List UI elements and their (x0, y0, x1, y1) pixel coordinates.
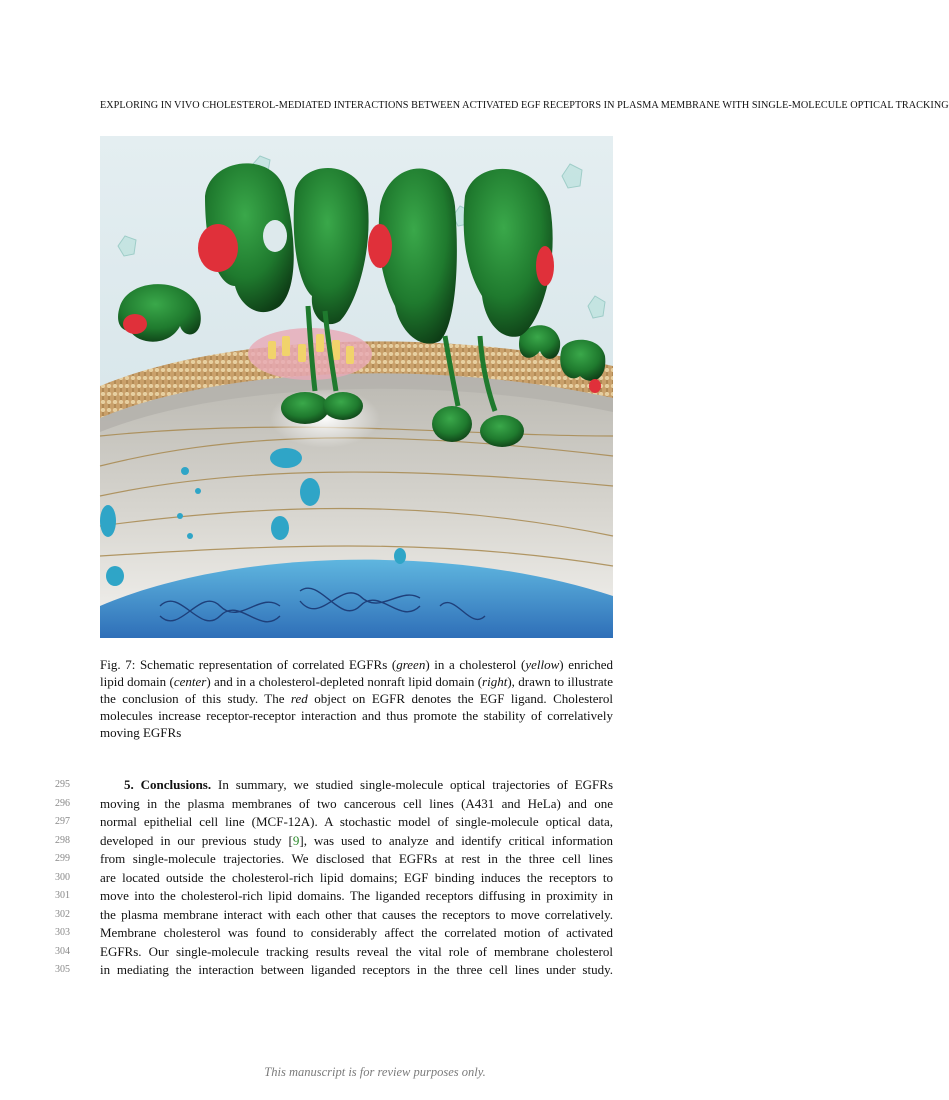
text-line (0, 887, 850, 904)
caption-emphasis: green (396, 657, 426, 672)
line-number: 299 (55, 853, 70, 864)
text-line (0, 795, 850, 812)
line-content: In summary, we studied single-molecule optical trajectories of EGFRs (218, 777, 614, 792)
caption-text: object on EGFR denotes the EGF ligand. Cholesterol molecules increase receptor-receptor interaction and thus promote the stability of correlatively moving EGFRs (100, 691, 613, 740)
text-line (0, 943, 850, 960)
caption-text: ) enriched lipid domain ( (100, 657, 613, 689)
line-text: normal epithelial cell line (MCF-12A). A stochastic model of single-molecule optical data, (100, 814, 613, 829)
line-text: are located outside the cholesterol-rich lipid domains; EGF binding induces the receptors to (100, 869, 613, 885)
caption-text: ) in a cholesterol ( (425, 657, 526, 672)
text-line (0, 813, 850, 830)
figure-egfr-schematic (100, 136, 613, 638)
line-number: 302 (55, 908, 70, 920)
review-footer (0, 1065, 850, 1080)
line-number: 301 (55, 890, 70, 901)
section-heading: 5. Conclusions. (124, 777, 212, 792)
text-line (0, 906, 850, 923)
text-line (0, 776, 850, 793)
line-number: 304 (55, 945, 70, 957)
line-text: in mediating the interaction between liganded receptors in the three cell lines under study. (100, 962, 613, 977)
figure-caption (100, 656, 613, 741)
text-line (0, 961, 850, 978)
line-number: 298 (55, 834, 70, 846)
caption-emphasis: yellow (525, 657, 560, 672)
caption-text: ), drawn to illustrate the conclusion of this study. The (100, 674, 614, 706)
caption-emphasis: center (173, 674, 207, 689)
line-text: move into the cholesterol-rich lipid domains. The liganded receptors diffusing in proximity in (100, 888, 613, 903)
line-number: 295 (55, 779, 70, 790)
caption-label: Fig. 7: (100, 657, 136, 672)
line-number: 300 (55, 871, 70, 883)
line-text: the plasma membrane interact with each other that causes the receptors to move correlatively. (100, 906, 613, 922)
line-content: ], was used to analyze and identify critical information (299, 832, 613, 848)
line-number: 296 (55, 797, 70, 809)
line-text: from single-molecule trajectories. We disclosed that EGFRs at rest in the three cell lines (100, 851, 613, 866)
caption-emphasis: red (290, 691, 308, 706)
egfr-illustration (100, 136, 613, 638)
text-line (0, 850, 850, 867)
line-text (100, 776, 613, 793)
line-text: EGFRs. Our single-molecule tracking results reveal the vital role of membrane cholesterol (100, 943, 613, 959)
citation-link[interactable]: 9 (292, 832, 300, 848)
text-line (0, 924, 850, 941)
line-text: Membrane cholesterol was found to considerably affect the correlated motion of activated (100, 925, 613, 940)
text-line (0, 869, 850, 886)
line-content: developed in our previous study [ (100, 832, 293, 848)
line-text (100, 832, 613, 849)
text-line (0, 832, 850, 849)
running-head: EXPLORING IN VIVO CHOLESTEROL-MEDIATED INTERACTIONS BETWEEN ACTIVATED EGF RECEPTORS IN PLASMA MEMBRANE WITH SINGLE-MOLECULE OPTICAL TRACKING (100, 100, 949, 111)
line-number: 303 (55, 927, 70, 938)
line-number: 305 (55, 964, 70, 975)
caption-text: ) and in a cholesterol-depleted nonraft lipid domain ( (206, 674, 483, 689)
caption-emphasis: right (482, 674, 508, 689)
line-number: 297 (55, 816, 70, 827)
line-text: moving in the plasma membranes of two cancerous cell lines (A431 and HeLa) and one (100, 795, 613, 811)
caption-text: Schematic representation of correlated EGFRs ( (135, 657, 397, 672)
footer-text: This manuscript is for review purposes only. (264, 1065, 486, 1079)
